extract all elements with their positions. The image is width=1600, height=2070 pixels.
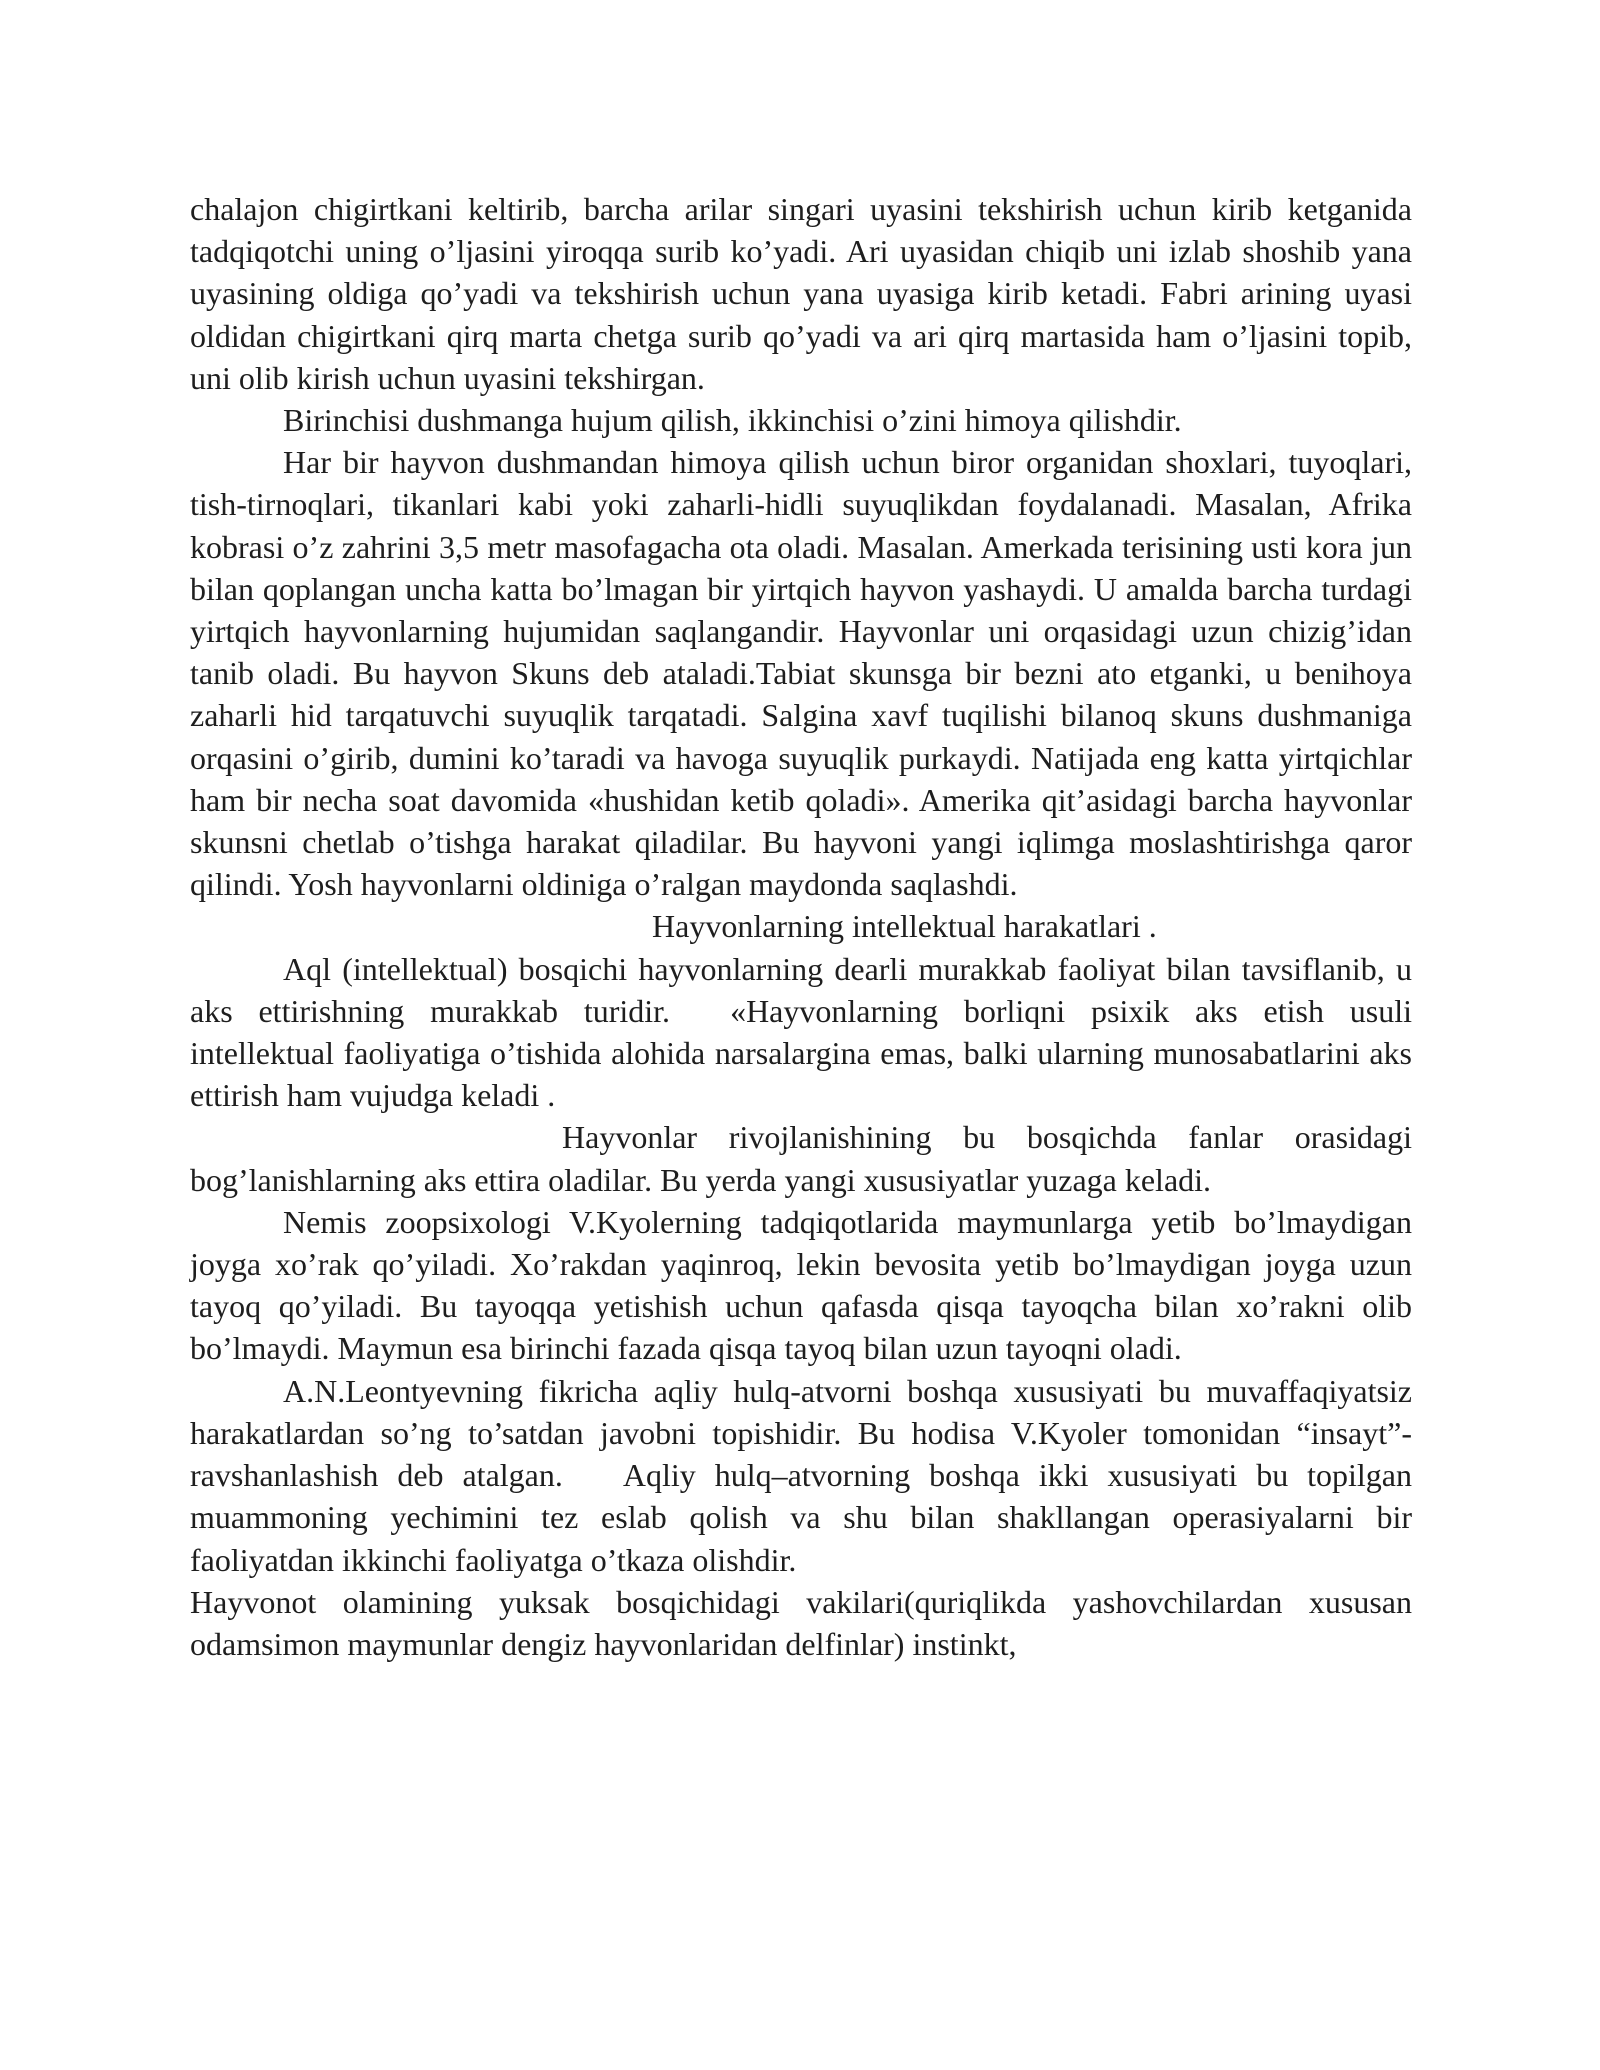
paragraph-8-text: A.N.Leontyevning fikricha aqliy hulq-atvorni boshqa xususiyati bu muvaffaqiyatsiz harakatlardan so’ng to’satdan javobni topishidir. Bu hodisa V.Kyoler tomonidan “insayt”-ravshanlashish deb atalgan. xyxy=(190,1372,1412,1494)
paragraph-6: Hayvonlar rivojlanishining bu bosqichda fanlar orasidagi bog’lanishlarning aks ettira oladilar. Bu yerda yangi xususiyatlar yuzaga keladi. xyxy=(190,1119,1412,1198)
paragraph-2: Birinchisi dushmanga hujum qilish, ikkinchisi o’zini himoya qilishdir. xyxy=(283,402,1182,439)
paragraph-4-text: Aql (intellektual) bosqichi hayvonlarning dearli murakkab faoliyat bilan tavsiflanib, u aks ettirishning murakkab turidir. xyxy=(190,950,1412,1029)
paragraph-10: Hayvonot olamining yuksak bosqichidagi vakilari(quriqlikda yashovchilardan xususan odamsimon maymunlar dengiz hayvonlaridan delfinlar) instinkt, xyxy=(190,1583,1412,1662)
paragraph-9-text: Aqliy hulq–atvorning boshqa ikki xususiyati bu topilgan muammoning yechimini tez eslab qolish va shu bilan shakllangan operasiyalarni bir faoliyatdan ikkinchi faoliyatga o’tkaza olishdir. xyxy=(190,1457,1413,1578)
paragraph-3: Har bir hayvon dushmandan himoya qilish uchun biror organidan shoxlari, tuyoqlari, tish-tirnoqlari, tikanlari kabi yoki zaharli-hidli suyuqlikdan foydalanadi. Masalan, Afrika kobrasi o’z zahrini 3,5 metr masofagacha ota oladi. Masalan. Amerkada terisining usti kora jun bilan qoplangan uncha katta bo’lmagan bir yirtqich hayvon yashaydi. U amalda barcha turdagi yirtqich hayvonlarning hujumidan saqlangandir. Hayvonlar uni orqasidagi uzun chizig’idan tanib oladi. Bu hayvon Skuns deb ataladi.Tabiat skunsga bir bezni ato etganki, u benihoya zaharli hid tarqatuvchi suyuqlik tarqatadi. Salgina xavf tuqilishi bilanoq skuns dushmaniga orqasini o’girib, dumini ko’taradi va havoga suyuqlik purkaydi. Natijada eng katta yirtqichlar ham bir necha soat davomida «hushidan ketib qoladi». Amerika qit’asidagi barcha hayvonlar skunsni chetlab o’tishga harakat qiladilar. Bu hayvoni yangi iqlimga moslashtirishga qaror qilindi. Yosh hayvonlarni oldiniga o’ralgan maydonda saqlashdi. xyxy=(190,444,1412,903)
paragraph-5-text: «Hayvonlarning borliqni psixik aks etish usuli intellektual faoliyatiga o’tishida alohida narsalargina emas, balki ularning munosabatlarini aks ettirish ham vujudga keladi . xyxy=(190,992,1413,1114)
section-heading: Hayvonlarning intellektual harakatlari . xyxy=(652,908,1157,945)
paragraph-8 xyxy=(190,1370,1412,1581)
paragraph-1: chalajon chigirtkani keltirib, barcha arilar singari uyasini tekshirish uchun kirib ketganida tadqiqotchi uning o’ljasini yiroqqa surib ko’yadi. Ari uyasidan chiqib uni izlab shoshib yana uyasining oldiga qo’yadi va tekshirish uchun yana uyasiga kirib ketadi. Fabri arining uyasi oldidan chigirtkani qirq marta chetga surib qo’yadi va ari qirq martasida ham o’ljasini topib, uni olib kirish uchun uyasini tekshirgan. xyxy=(190,191,1412,396)
paragraph-4 xyxy=(190,948,1412,1117)
document-page xyxy=(190,188,1412,1665)
paragraph-7: Nemis zoopsixologi V.Kyolerning tadqiqotlarida maymunlarga yetib bo’lmaydigan joyga xo’rak qo’yiladi. Xo’rakdan yaqinroq, lekin bevosita yetib bo’lmaydigan joyga uzun tayoq qo’yiladi. Bu tayoqqa yetishish uchun qafasda qisqa tayoqcha bilan xo’rakni olib bo’lmaydi. Maymun esa birinchi fazada qisqa tayoq bilan uzun tayoqni oladi. xyxy=(190,1203,1412,1367)
